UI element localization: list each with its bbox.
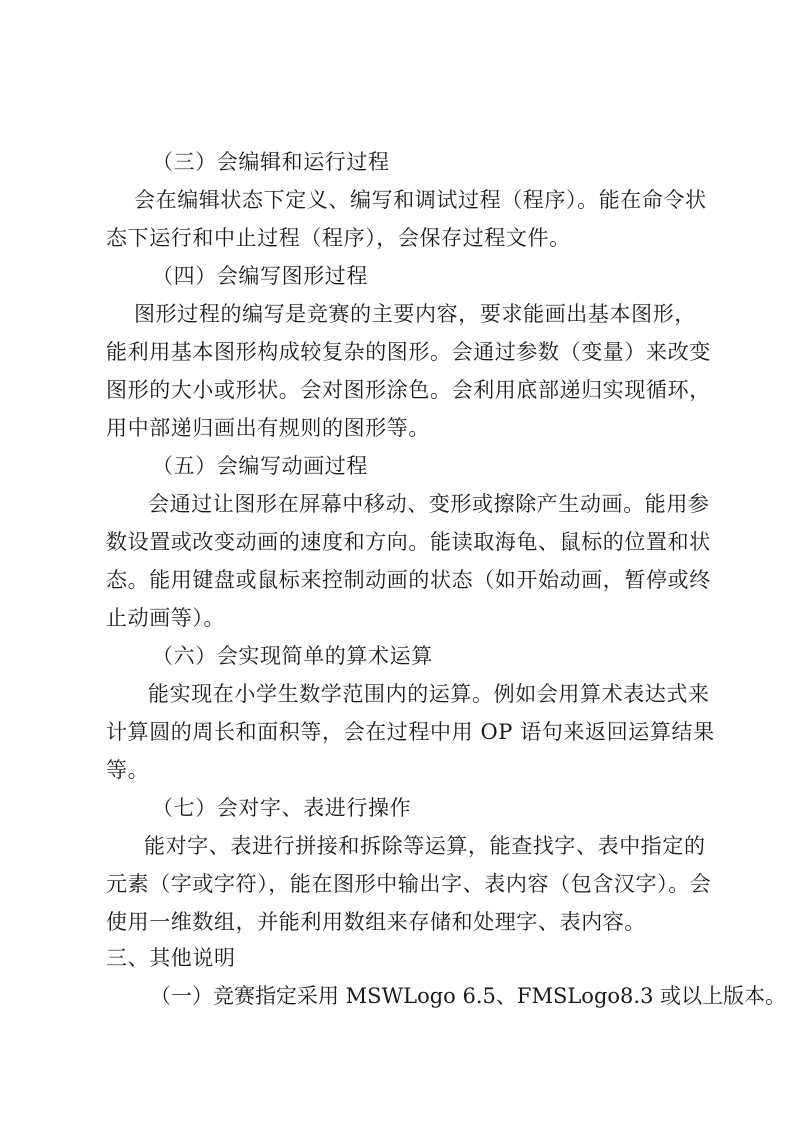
section-heading-6: （六）会实现简单的算术运算: [152, 644, 433, 668]
paragraph-line: 会通过让图形在屏幕中移动、变形或擦除产生动画。能用参: [148, 492, 710, 516]
paragraph-line: 图形的大小或形状。会对图形涂色。会利用底部递归实现循环，: [106, 378, 711, 402]
paragraph-line: 能实现在小学生数学范围内的运算。例如会用算术表达式来: [148, 682, 710, 706]
paragraph-line: 用中部递归画出有规则的图形等。: [106, 416, 430, 440]
section-heading-5: （五）会编写动画过程: [152, 454, 368, 478]
section-heading-3-other: 三、其他说明: [106, 946, 236, 970]
paragraph-line: 等。: [106, 758, 150, 782]
paragraph-line: 计算圆的周长和面积等，会在过程中用 OP 语句来返回运算结果: [106, 720, 715, 744]
section-heading-3: （三）会编辑和运行过程: [152, 150, 390, 174]
paragraph-line: 能对字、表进行拼接和拆除等运算，能查找字、表中指定的: [144, 834, 706, 858]
paragraph-line: 态。能用键盘或鼠标来控制动画的状态（如开始动画，暂停或终: [106, 568, 711, 592]
paragraph-line: 态下运行和中止过程（程序），会保存过程文件。: [106, 226, 571, 250]
paragraph-line: 会在编辑状态下定义、编写和调试过程（程序）。能在命令状: [134, 188, 707, 212]
paragraph-line: 元素（字或字符），能在图形中输出字、表内容（包含汉字）。会: [106, 872, 712, 896]
section-heading-4: （四）会编写图形过程: [152, 264, 368, 288]
paragraph-line: （一）竞赛指定采用 MSWLogo 6.5、FMSLogo8.3 或以上版本。: [150, 984, 787, 1008]
paragraph-line: 能利用基本图形构成较复杂的图形。会通过参数（变量）来改变: [106, 340, 711, 364]
paragraph-line: 止动画等）。: [106, 606, 226, 630]
paragraph-line: 使用一维数组，并能利用数组来存储和处理字、表内容。: [106, 910, 646, 934]
paragraph-line: 数设置或改变动画的速度和方向。能读取海龟、鼠标的位置和状: [106, 530, 711, 554]
paragraph-line: 图形过程的编写是竞赛的主要内容，要求能画出基本图形，: [134, 302, 696, 326]
section-heading-7: （七）会对字、表进行操作: [152, 796, 412, 820]
